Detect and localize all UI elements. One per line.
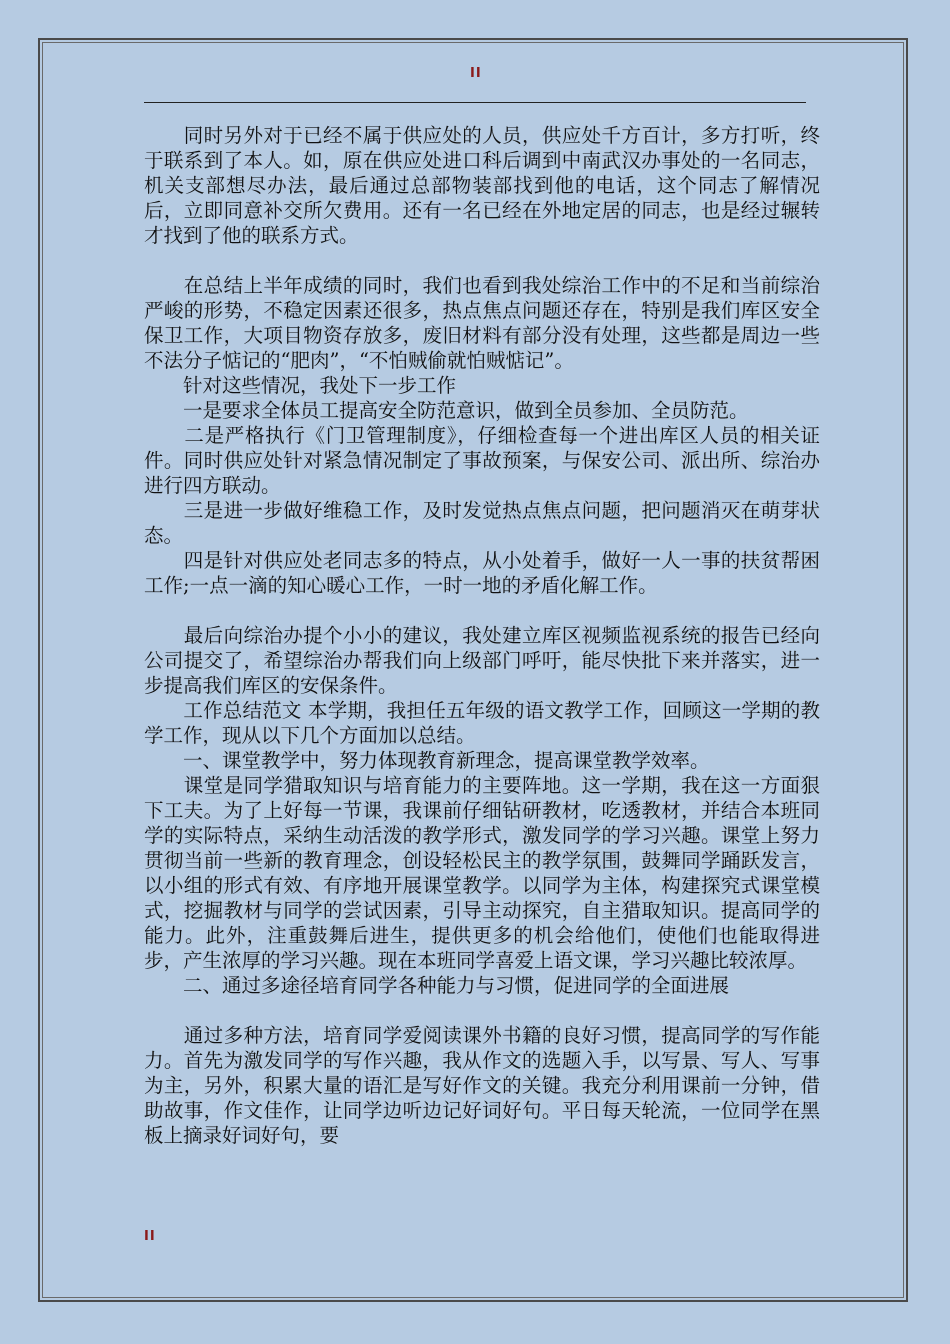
section-heading: 一、课堂教学中，努力体现教育新理念，提高课堂教学效率。 [144, 749, 710, 772]
paragraph: 课堂是同学猎取知识与培育能力的主要阵地。这一学期，我在这一方面狠下工夫。为了上好每一节课，我课前仔细钻研教材，吃透教材，并结合本班同学的实际特点，采纳生动活泼的教学形式，激发同学的学习兴趣。课堂上努力贯彻当前一些新的教育理念，创设轻松民主的教学氛围，鼓舞同学踊跃发言，以小组的形式有效、有序地开展课堂教学。以同学为主体，构建探究式课堂模式，挖掘教材与同学的尝试因素，引导主动探究，自主猎取知识。提高同学的能力。此外，注重鼓舞后进生，提供更多的机会给他们，使他们也能取得进步，产生浓厚的学习兴趣。现在本班同学喜爱上语文课，学习兴趣比较浓厚。 [144, 774, 820, 972]
section-heading: 二、通过多途径培育同学各种能力与习惯，促进同学的全面进展 [144, 974, 730, 997]
paragraph: 在总结上半年成绩的同时，我们也看到我处综治工作中的不足和当前综治严峻的形势，不稳定因素还很多，热点焦点问题还存在，特别是我们库区安全保卫工作，大项目物资存放多，废旧材料有部分没有处理，这些都是周边一些不法分子惦记的“肥肉”，“不怕贼偷就怕贼惦记”。 [144, 274, 820, 372]
paragraph: 通过多种方法，培育同学爱阅读课外书籍的良好习惯，提高同学的写作能力。首先为激发同学的写作兴趣，我从作文的选题入手，以写景、写人、写事为主，另外，积累大量的语汇是写好作文的关键。我充分利用课前一分钟，借助故事，作文佳作，让同学边听边记好词好句。平日每天轮流，一位同学在黑板上摘录好词好句，要 [144, 1024, 820, 1147]
paragraph: 同时另外对于已经不属于供应处的人员，供应处千方百计，多方打听，终于联系到了本人。如，原在供应处进口科后调到中南武汉办事处的一名同志，机关支部想尽办法，最后通过总部物装部找到他的电话，这个同志了解情况后，立即同意补交所欠费用。还有一名已经在外地定居的同志，也是经过辗转才找到了他的联系方式。 [144, 124, 820, 247]
paragraph: 最后向综治办提个小小的建议，我处建立库区视频监视系统的报告已经向公司提交了，希望综治办帮我们向上级部门呼吁，能尽快批下来并落实，进一步提高我们库区的安保条件。 [144, 624, 820, 697]
paragraph: 一是要求全体员工提高安全防范意识，做到全员参加、全员防范。 [144, 399, 749, 422]
paragraph: 二是严格执行《门卫管理制度》，仔细检查每一个进出库区人员的相关证件。同时供应处针对紧急情况制定了事故预案，与保安公司、派出所、综治办进行四方联动。 [144, 424, 820, 497]
footer-page-mark: II [144, 1229, 156, 1244]
header-page-mark: II [470, 66, 482, 81]
blank-line [144, 598, 820, 623]
paragraph: 针对这些情况，我处下一步工作 [144, 374, 457, 397]
blank-line [144, 248, 820, 273]
paragraph: 工作总结范文 本学期，我担任五年级的语文教学工作，回顾这一学期的教学工作，现从以下几个方面加以总结。 [144, 699, 820, 747]
paragraph: 四是针对供应处老同志多的特点，从小处着手，做好一人一事的扶贫帮困工作;一点一滴的知心暖心工作，一时一地的矛盾化解工作。 [144, 549, 820, 597]
header-rule [144, 102, 806, 103]
blank-line [144, 998, 820, 1023]
document-body [144, 123, 820, 1148]
paragraph: 三是进一步做好维稳工作，及时发觉热点焦点问题，把问题消灭在萌芽状态。 [144, 499, 820, 547]
